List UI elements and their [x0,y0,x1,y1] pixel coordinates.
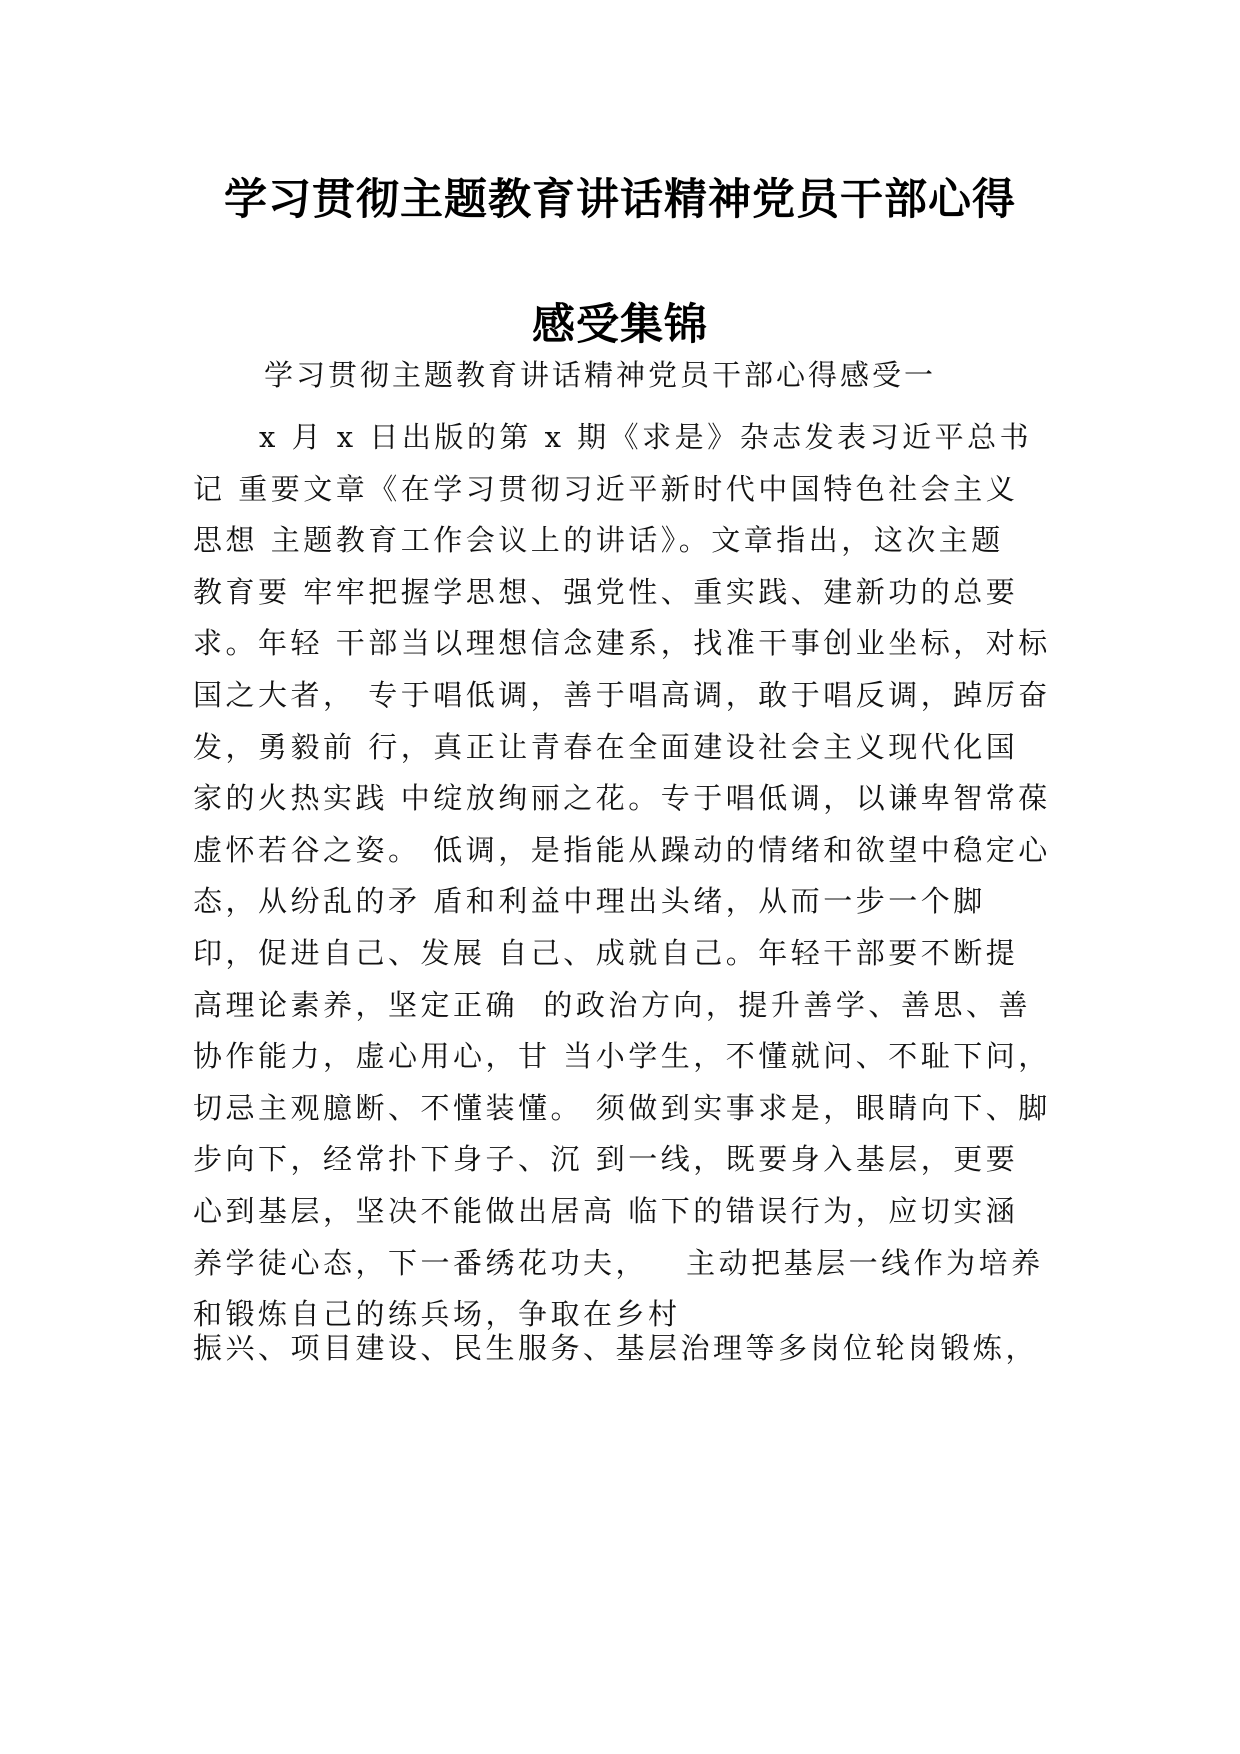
paragraph-line: 印，促进自己、发展 自己、成就自己。年轻干部要不断提 [193,935,1019,970]
paragraph-line: 养学徒心态，下一番绣花功夫， 主动把基层一线作为培养 [193,1245,1044,1280]
paragraph-line: 求。年轻 干部当以理想信念建系，找准干事创业坐标，对标 [193,626,1051,661]
paragraph-line: 切忌主观臆断、不懂装懂。 须做到实事求是，眼睛向下、脚 [193,1090,1051,1125]
paragraph-line: 记 重要文章《在学习贯彻习近平新时代中国特色社会主义 [193,471,1019,506]
paragraph-line: 发，勇毅前 行，真正让青春在全面建设社会主义现代化国 [193,729,1019,764]
document-title-line-2: 感受集锦 [532,300,708,350]
paragraph-line: 家的火热实践 中绽放绚丽之花。专于唱低调，以谦卑智常葆 [193,781,1051,816]
paragraph-line: 虚怀若谷之姿。 低调，是指能从躁动的情绪和欲望中稳定心 [193,832,1051,867]
paragraph-line: 思想 主题教育工作会议上的讲话》。文章指出，这次主题 [193,523,1004,558]
paragraph-line: 态，从纷乱的矛 盾和利益中理出头绪，从而一步一个脚 [193,884,986,919]
paragraph-line: 协作能力，虚心用心，甘 当小学生，不懂就问、不耻下问， [193,1039,1051,1074]
paragraph-line: 高理论素养，坚定正确 的政治方向，提升善学、善思、善 [193,987,1031,1022]
document-title-line-1: 学习贯彻主题教育讲话精神党员干部心得 [224,175,1016,225]
body-paragraph [193,412,1073,1341]
paragraph-line: x 月 x 日出版的第 x 期《求是》杂志发表习近平总书 [259,420,1033,454]
paragraph-line: 教育要 牢牢把握学思想、强党性、重实践、建新功的总要 [193,574,1019,609]
paragraph-line: 和锻炼自己的练兵场，争取在乡村 [193,1297,681,1332]
continuation-line: 振兴、项目建设、民生服务、基层治理等多岗位轮岗锻炼， [193,1331,1039,1365]
paragraph-line: 心到基层，坚决不能做出居高 临下的错误行为，应切实涵 [193,1193,1019,1228]
section-heading: 学习贯彻主题教育讲话精神党员干部心得感受一 [264,358,937,392]
paragraph-line: 步向下，经常扑下身子、沉 到一线，既要身入基层，更要 [193,1142,1019,1177]
paragraph-line: 国之大者， 专于唱低调，善于唱高调，敢于唱反调，踔厉奋 [193,677,1051,712]
